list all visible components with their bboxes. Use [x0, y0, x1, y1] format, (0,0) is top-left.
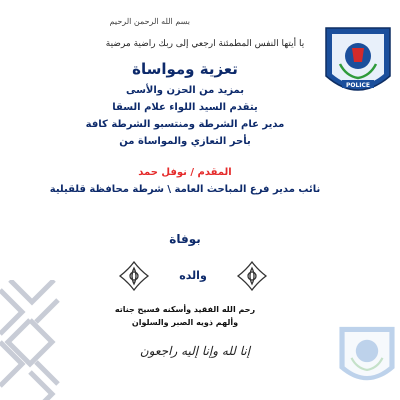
- condolence-line-3: مدير عام الشرطة ومنتسبو الشرطة كافة: [85, 119, 285, 130]
- prayer-line-1: رحم الله الفقيد وأسكنه فسيح جناته: [114, 305, 256, 314]
- deceased-relation-label: والده: [179, 269, 207, 282]
- ornament-right-icon: [236, 260, 268, 292]
- recipient-position: نائب مدير فرع المباحث العامة \ شرطة محافظة قلقيلية: [49, 184, 321, 195]
- quran-verse-calligraphy: يا أيتها النفس المطمئنة ارجعي إلى ربك راضية مرضية: [105, 39, 305, 49]
- ornament-left-icon: [118, 260, 150, 292]
- recipient-rank-name: المقدم / نوفل حمد: [138, 167, 232, 178]
- final-verse-calligraphy: إنا لله وإنا إليه راجعون: [139, 344, 251, 358]
- condolence-line-4: بأحر التعازي والمواساة من: [119, 136, 251, 147]
- prayer-line-2: وألهم ذويه الصبر والسلوان: [131, 318, 239, 327]
- basmala-calligraphy: بسم الله الرحمن الرحيم: [109, 17, 190, 26]
- death-announcement: بوفاة: [169, 232, 201, 246]
- police-emblem-icon: [322, 24, 394, 102]
- condolence-line-2: يتقدم السيد اللواء علام السقا: [112, 102, 258, 113]
- geometric-pattern-decoration: [0, 280, 60, 400]
- police-emblem-label: POLICE: [345, 82, 371, 89]
- card-title: تعزية ومواساة: [132, 60, 238, 78]
- deceased-relation-row: [118, 260, 268, 292]
- faded-police-emblem-icon: [336, 322, 398, 392]
- condolence-line-1: بمزيد من الحزن والأسى: [125, 85, 245, 96]
